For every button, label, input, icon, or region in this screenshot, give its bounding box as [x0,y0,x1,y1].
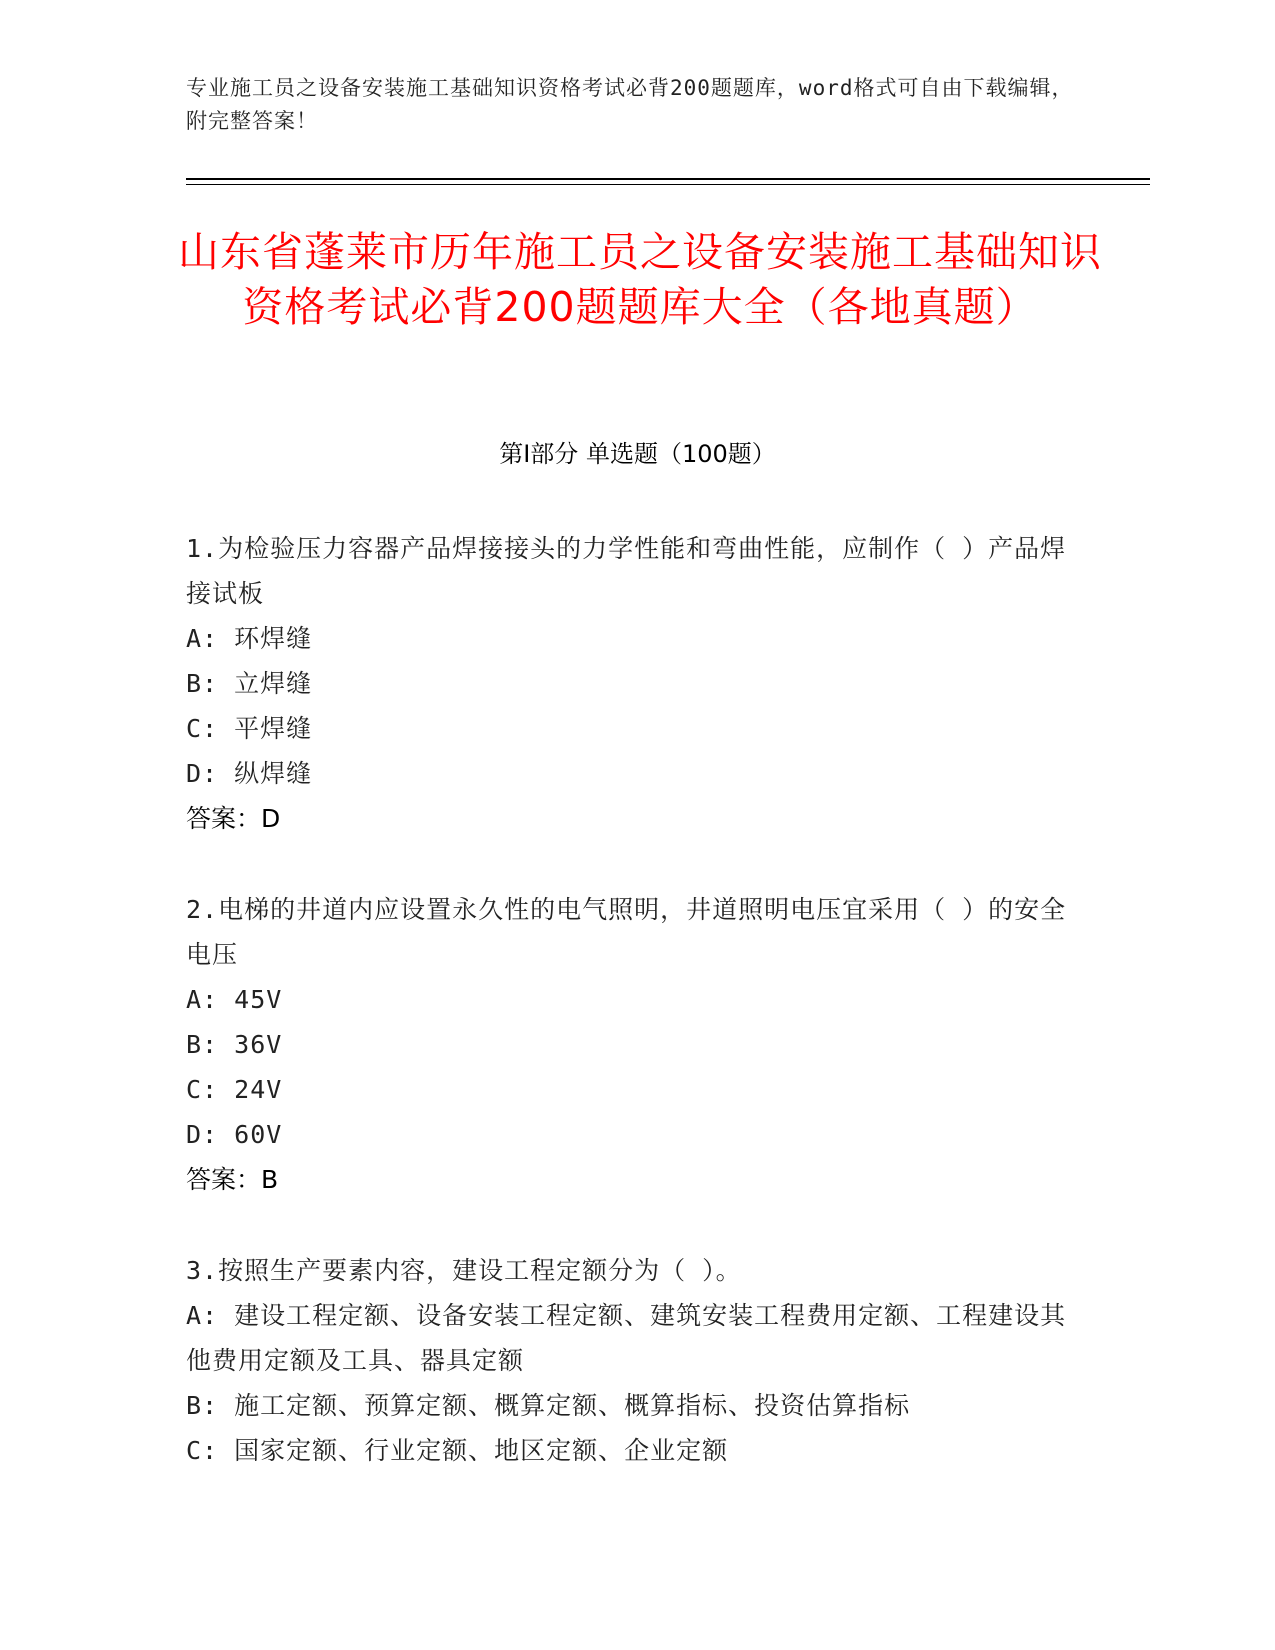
option-b: B: 立焊缝 [186,669,313,698]
option-c: C: 平焊缝 [186,714,313,743]
option-d: D: 纵焊缝 [186,759,313,788]
question-3 [186,1248,1086,1473]
option-b: B: 施工定额、预算定额、概算定额、概算指标、投资估算指标 [186,1391,911,1420]
option-c: C: 24V [186,1075,283,1104]
option-a: A: 45V [186,985,283,1014]
question-stem: 1.为检验压力容器产品焊接接头的力学性能和弯曲性能，应制作（ ）产品焊接试板 [186,534,1067,608]
question-1 [186,526,1086,841]
header-divider [186,178,1150,180]
option-a: A: 建设工程定额、设备安装工程定额、建筑安装工程费用定额、工程建设其他费用定额及工具、器具定额 [186,1301,1067,1375]
section-heading: 第Ⅰ部分 单选题（100题） [499,440,776,468]
question-2 [186,887,1086,1202]
answer: 答案：D [186,804,281,833]
header-divider-thin [186,184,1150,185]
option-b: B: 36V [186,1030,283,1059]
question-stem: 3.按照生产要素内容，建设工程定额分为（ ）。 [186,1256,742,1285]
document-title: 山东省蓬莱市历年施工员之设备安装施工基础知识资格考试必背200题题库大全（各地真题） [178,228,1102,331]
option-a: A: 环焊缝 [186,624,313,653]
answer: 答案：B [186,1165,279,1194]
option-c: C: 国家定额、行业定额、地区定额、企业定额 [186,1436,729,1465]
question-list [186,526,1086,1519]
question-stem: 2.电梯的井道内应设置永久性的电气照明，井道照明电压宜采用（ ）的安全电压 [186,895,1067,969]
header-note: 专业施工员之设备安装施工基础知识资格考试必背200题题库，word格式可自由下载编辑，附完整答案！ [186,76,1074,133]
option-d: D: 60V [186,1120,283,1149]
